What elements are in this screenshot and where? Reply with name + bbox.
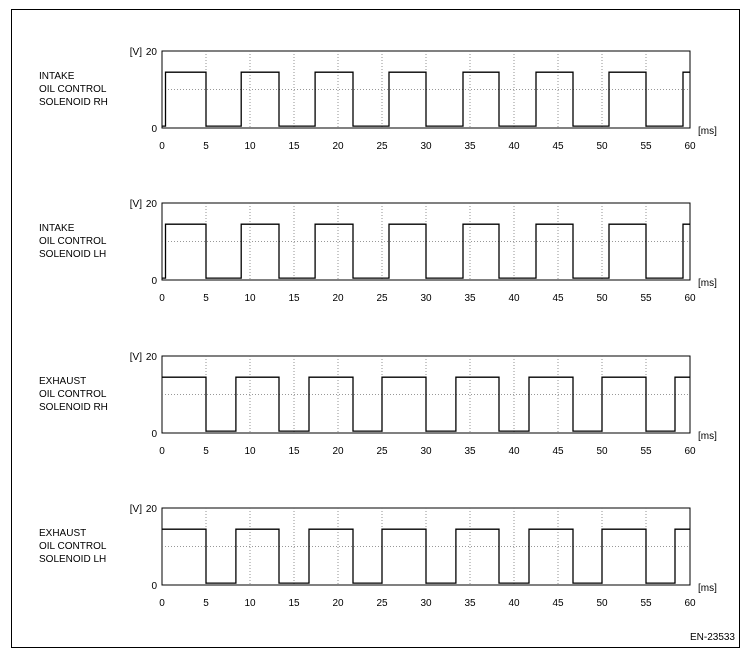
x-tick-label: 55 <box>640 598 652 609</box>
x-tick-label: 5 <box>203 446 209 457</box>
waveform-line <box>162 72 690 126</box>
signal-name-line: OIL CONTROL <box>39 84 107 95</box>
x-tick-label: 30 <box>420 141 432 152</box>
x-tick-label: 50 <box>596 446 608 457</box>
x-tick-label: 25 <box>376 141 388 152</box>
x-tick-label: 50 <box>596 598 608 609</box>
y-tick-label: 0 <box>151 581 157 592</box>
x-tick-label: 25 <box>376 598 388 609</box>
signal-name-line: EXHAUST <box>39 528 87 539</box>
x-tick-label: 10 <box>244 598 256 609</box>
signal-name-line: SOLENOID LH <box>39 249 107 260</box>
signal-name-line: SOLENOID RH <box>39 402 108 413</box>
x-unit-label: [ms] <box>698 126 717 137</box>
x-tick-label: 20 <box>332 293 344 304</box>
x-tick-label: 45 <box>552 141 564 152</box>
x-tick-label: 10 <box>244 293 256 304</box>
x-tick-label: 40 <box>508 141 520 152</box>
x-tick-label: 45 <box>552 446 564 457</box>
y-tick-label: 20 <box>145 47 157 58</box>
x-tick-label: 40 <box>508 598 520 609</box>
x-tick-label: 55 <box>640 141 652 152</box>
x-unit-label: [ms] <box>698 583 717 594</box>
x-tick-label: 45 <box>552 293 564 304</box>
signal-name-line: OIL CONTROL <box>39 541 107 552</box>
x-tick-label: 15 <box>288 446 300 457</box>
x-tick-label: 15 <box>288 141 300 152</box>
signal-name-line: INTAKE <box>39 223 75 234</box>
waveform-line <box>162 529 690 583</box>
x-tick-label: 5 <box>203 293 209 304</box>
signal-name-line: EXHAUST <box>39 376 87 387</box>
signal-name-line: OIL CONTROL <box>39 389 107 400</box>
x-tick-label: 35 <box>464 141 476 152</box>
x-tick-label: 60 <box>684 446 696 457</box>
x-tick-label: 20 <box>332 141 344 152</box>
x-tick-label: 35 <box>464 293 476 304</box>
x-tick-label: 35 <box>464 446 476 457</box>
signal-name-line: SOLENOID RH <box>39 97 108 108</box>
x-tick-label: 20 <box>332 446 344 457</box>
y-unit-label: [V] <box>129 199 142 210</box>
x-tick-label: 25 <box>376 446 388 457</box>
x-tick-label: 60 <box>684 293 696 304</box>
signal-name-line: OIL CONTROL <box>39 236 107 247</box>
x-tick-label: 60 <box>684 598 696 609</box>
x-tick-label: 0 <box>159 141 165 152</box>
x-tick-label: 10 <box>244 141 256 152</box>
x-tick-label: 55 <box>640 293 652 304</box>
x-tick-label: 15 <box>288 598 300 609</box>
x-tick-label: 60 <box>684 141 696 152</box>
y-tick-label: 20 <box>145 352 157 363</box>
x-tick-label: 45 <box>552 598 564 609</box>
signal-name-line: INTAKE <box>39 71 75 82</box>
y-tick-label: 20 <box>145 199 157 210</box>
x-tick-label: 15 <box>288 293 300 304</box>
x-tick-label: 30 <box>420 446 432 457</box>
x-tick-label: 0 <box>159 293 165 304</box>
y-tick-label: 20 <box>145 504 157 515</box>
figure-id: EN-23533 <box>689 632 735 643</box>
x-tick-label: 10 <box>244 446 256 457</box>
x-tick-label: 40 <box>508 446 520 457</box>
x-tick-label: 50 <box>596 141 608 152</box>
waveform-line <box>162 377 690 431</box>
waveform-line <box>162 224 690 278</box>
x-tick-label: 0 <box>159 446 165 457</box>
x-tick-label: 40 <box>508 293 520 304</box>
x-tick-label: 55 <box>640 446 652 457</box>
x-tick-label: 30 <box>420 598 432 609</box>
y-unit-label: [V] <box>129 352 142 363</box>
x-tick-label: 25 <box>376 293 388 304</box>
x-tick-label: 35 <box>464 598 476 609</box>
x-tick-label: 20 <box>332 598 344 609</box>
y-unit-label: [V] <box>129 47 142 58</box>
signal-name-line: SOLENOID LH <box>39 554 107 565</box>
y-unit-label: [V] <box>129 504 142 515</box>
y-tick-label: 0 <box>151 276 157 287</box>
x-unit-label: [ms] <box>698 278 717 289</box>
x-tick-label: 5 <box>203 141 209 152</box>
x-tick-label: 50 <box>596 293 608 304</box>
y-tick-label: 0 <box>151 429 157 440</box>
x-tick-label: 5 <box>203 598 209 609</box>
y-tick-label: 0 <box>151 124 157 135</box>
x-tick-label: 30 <box>420 293 432 304</box>
x-tick-label: 0 <box>159 598 165 609</box>
x-unit-label: [ms] <box>698 431 717 442</box>
